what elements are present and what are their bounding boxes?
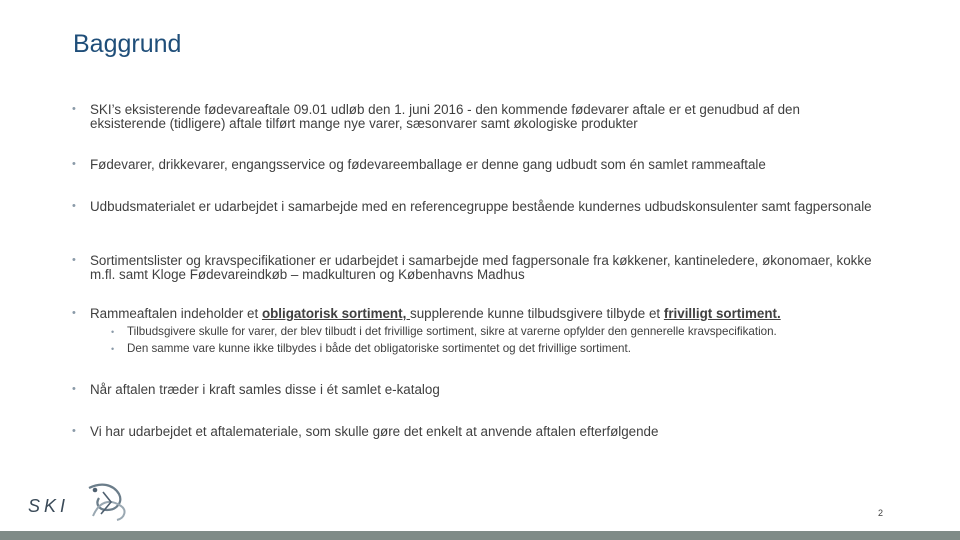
bullet-text: Sortimentslister og kravspecifikationer er udarbejdet i samarbejde med fagpersonale fra køkkener, kantineledere, økonomaer, kokke m.fl. samt Kloge Fødevareindkøb – madkulturen og Københavns Madhus [90,253,872,282]
bullet-text: Når aftalen træder i kraft samles disse i ét samlet e-katalog [90,382,440,397]
bullet-text: SKI’s eksisterende fødevareaftale 09.01 udløb den 1. juni 2016 - den kommende fødevarer aftale er et genudbud af den eksisterende (tidligere) aftale tilført mange nye varer, sæsonvarer samt økologiske produkter [90,102,800,131]
footer-bar [0,531,960,540]
bullet-4 [72,254,872,281]
sub-bullet-dot: • [111,327,115,337]
optional-assortment-emphasis: frivilligt sortiment. [663,306,781,321]
bullet-text: Vi har udarbejdet et aftalemateriale, som skulle gøre det enkelt at anvende aftalen efterfølgende [90,424,659,439]
slide-title: Baggrund [73,30,182,58]
bullet-text [90,307,872,321]
obligatory-assortment-emphasis: obligatorisk sortiment, [261,306,411,321]
bullet-text-part: supplerende kunne tilbudsgivere tilbyde et [410,306,664,321]
sub-bullet-1 [111,325,891,339]
page-number: 2 [878,508,884,518]
bullet-dot: • [72,254,76,266]
bullet-dot: • [72,158,76,170]
sub-bullet-text: Tilbudsgivere skulle for varer, der blev tilbudt i det frivillige sortiment, sikre at varerne opfylder den gennerelle kravspecifikation. [127,325,777,338]
logo-text: SKI [28,496,70,516]
ski-logo-icon [81,480,131,525]
sub-bullet-2 [111,342,891,356]
bullet-3 [72,200,872,214]
bullet-dot: • [72,307,76,319]
sub-bullet-dot: • [111,344,115,354]
bullet-text: Udbudsmaterialet er udarbejdet i samarbejde med en referencegruppe bestående kundernes udbudskonsulenter samt fagpersonale [90,199,872,214]
bullet-5 [72,307,872,321]
sub-bullet-text: Den samme vare kunne ikke tilbydes i både det obligatoriske sortimentet og det frivillige sortiment. [127,342,631,355]
bullet-7 [72,425,872,439]
bullet-1 [72,103,872,130]
bullet-text: Fødevarer, drikkevarer, engangsservice og fødevareemballage er denne gang udbudt som én samlet rammeaftale [90,157,766,172]
ski-logo [26,480,136,525]
bullet-text-part: Rammeaftalen indeholder et [90,306,262,321]
bullet-dot: • [72,425,76,437]
bullet-dot: • [72,200,76,212]
bullet-dot: • [72,103,76,115]
bullet-dot: • [72,383,76,395]
bullet-6 [72,383,872,397]
bullet-2 [72,158,872,172]
